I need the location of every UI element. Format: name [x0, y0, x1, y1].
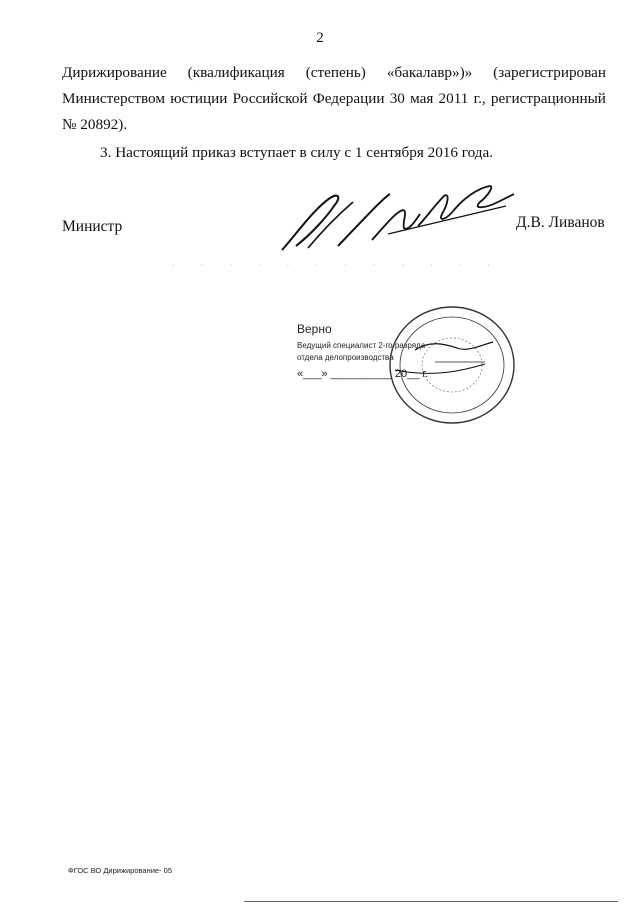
- certification-position: Ведущий специалист 2-го разряда: [297, 341, 426, 350]
- word: Федерации: [312, 90, 385, 107]
- minister-label: Министр: [62, 218, 123, 235]
- word: мая: [410, 90, 434, 107]
- minister-signature: [268, 180, 518, 260]
- certification-department: отдела делопроизводства: [297, 353, 394, 362]
- word: Дирижирование: [62, 64, 167, 81]
- word: 30: [389, 90, 405, 107]
- paragraph-line-3: № 20892).: [62, 116, 128, 133]
- document-footer-id: ФГОС ВО Дирижирование- 05: [68, 866, 173, 875]
- signature-dotted-line: · · · · · · · · · · · ·: [172, 261, 502, 270]
- paragraph-line-1: [62, 60, 606, 86]
- word: (квалификация: [187, 64, 285, 81]
- paragraph-line-2: [62, 86, 606, 112]
- paragraph-effective-date: 3. Настоящий приказ вступает в силу с 1 сентября 2016 года.: [100, 144, 494, 161]
- word: «бакалавр»)»: [386, 64, 473, 81]
- word: (зарегистрирован: [493, 64, 606, 81]
- paragraph-registration: [62, 60, 606, 138]
- certification-title: Верно: [297, 322, 332, 336]
- word: юстиции: [170, 90, 228, 107]
- word: (степень): [305, 64, 366, 81]
- word: 2011: [438, 90, 469, 107]
- word: регистрационный: [490, 90, 606, 107]
- word: Российской: [232, 90, 308, 107]
- certification-date: «___» __________ 20__ г.: [297, 368, 429, 380]
- scan-edge-line: [244, 901, 618, 902]
- official-seal-stamp: [375, 300, 525, 430]
- word: Министерством: [62, 90, 165, 107]
- minister-name: Д.В. Ливанов: [516, 214, 605, 231]
- word: г.,: [473, 90, 486, 107]
- page-number: 2: [316, 30, 324, 46]
